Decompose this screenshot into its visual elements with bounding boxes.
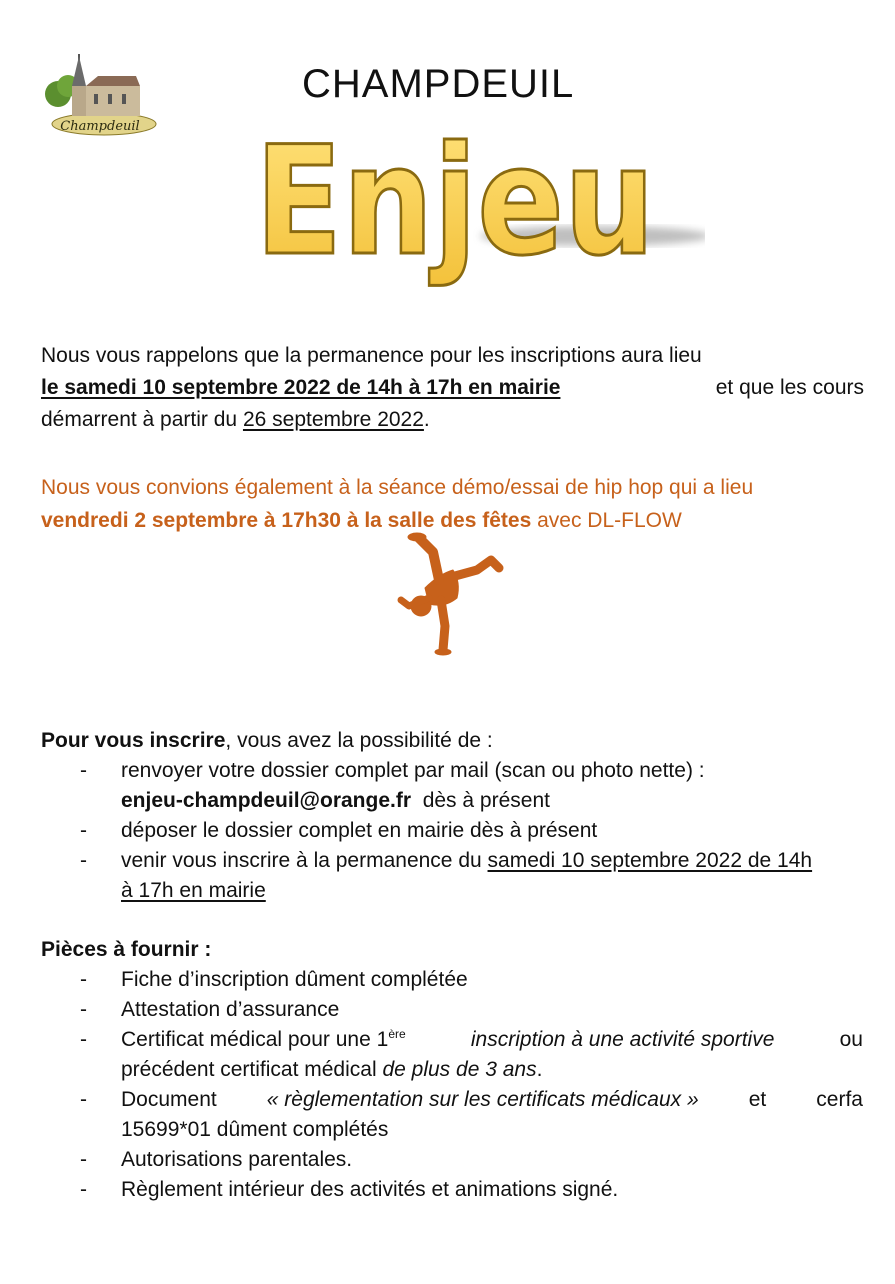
intro-line-3-start: démarrent à partir du	[41, 408, 238, 431]
breakdancer-icon	[395, 530, 510, 660]
pieces-item-3-line-2	[121, 1055, 542, 1085]
inscription-item-3-date: samedi 10 septembre 2022 de 14h	[487, 849, 813, 872]
demo-date: vendredi 2 septembre à 17h30 à la salle des fêtes	[41, 509, 532, 532]
pieces-item-6: Règlement intérieur des activités et animations signé.	[121, 1178, 619, 1201]
bullet-dash: -	[80, 1178, 87, 1201]
inscription-intro	[41, 726, 493, 756]
contact-email: enjeu-champdeuil@orange.fr	[121, 789, 412, 812]
pieces-item-3	[121, 1025, 863, 1055]
inscription-item-2: déposer le dossier complet en mairie dès à présent	[121, 819, 598, 842]
pieces-item-1: Fiche d’inscription dûment complétée	[121, 968, 468, 991]
bullet-dash: -	[80, 968, 87, 991]
bullet-dash: -	[80, 1148, 87, 1171]
pieces-item-3-line-2-end: .	[536, 1058, 543, 1081]
pieces-item-2: Attestation d’assurance	[121, 998, 340, 1021]
intro-line-2-rest: et que les cours	[715, 376, 864, 399]
courses-start-date: 26 septembre 2022	[242, 408, 424, 431]
enjeu-title	[245, 118, 705, 338]
intro-line-1: Nous vous rappelons que la permanence pour les inscriptions aura lieu	[41, 344, 702, 367]
intro-line-3-end: .	[423, 408, 430, 431]
pieces-item-4	[121, 1085, 863, 1115]
pieces-item-3-italic: inscription à une activité sportive	[470, 1028, 775, 1051]
inscription-item-3	[121, 846, 812, 876]
pieces-item-3-line-2-start: précédent certificat médical	[121, 1058, 377, 1081]
town-name: CHAMPDEUIL	[302, 62, 575, 106]
pieces-item-3-line-2-italic: de plus de 3 ans	[382, 1058, 537, 1081]
inscription-intro-rest: , vous avez la possibilité de :	[225, 729, 493, 752]
pieces-item-3-end: ou	[839, 1028, 863, 1051]
intro-line-2	[41, 373, 864, 403]
inscription-item-1-rest: dès à présent	[422, 789, 550, 812]
inscription-item-3-line-2: à 17h en mairie	[121, 879, 266, 902]
pieces-item-4-line-2: 15699*01 dûment complétés	[121, 1118, 389, 1141]
svg-text:Enjeu: Enjeu	[255, 118, 655, 289]
svg-text:Champdeuil: Champdeuil	[60, 119, 140, 134]
pieces-item-3-part-a: Certificat médical pour une 1ère	[121, 1027, 406, 1051]
demo-line-2	[41, 506, 682, 536]
inscription-item-3-start: venir vous inscrire à la permanence du	[121, 849, 482, 872]
demo-line-1: Nous vous convions également à la séance démo/essai de hip hop qui a lieu	[41, 476, 754, 499]
pieces-item-4-b: et	[748, 1088, 767, 1111]
pieces-heading: Pièces à fournir :	[41, 938, 212, 961]
pieces-item-5: Autorisations parentales.	[121, 1148, 353, 1171]
bullet-dash: -	[80, 759, 87, 782]
inscription-heading: Pour vous inscrire	[41, 729, 226, 752]
inscription-item-1: renvoyer votre dossier complet par mail (scan ou photo nette) :	[121, 759, 705, 782]
bullet-dash: -	[80, 1088, 87, 1111]
bullet-dash: -	[80, 998, 87, 1021]
inscription-item-1-line-2	[121, 786, 550, 816]
bullet-dash: -	[80, 849, 87, 872]
pieces-item-4-a: Document	[121, 1088, 217, 1111]
bullet-dash: -	[80, 819, 87, 842]
pieces-item-4-italic: « règlementation sur les certificats médicaux »	[266, 1088, 699, 1111]
champdeuil-logo	[38, 46, 160, 138]
demo-line-2-rest: avec DL-FLOW	[537, 509, 682, 532]
bullet-dash: -	[80, 1028, 87, 1051]
permanence-date: le samedi 10 septembre 2022 de 14h à 17h en mairie	[41, 376, 561, 399]
intro-line-3	[41, 405, 430, 435]
pieces-item-4-c: cerfa	[816, 1088, 863, 1111]
